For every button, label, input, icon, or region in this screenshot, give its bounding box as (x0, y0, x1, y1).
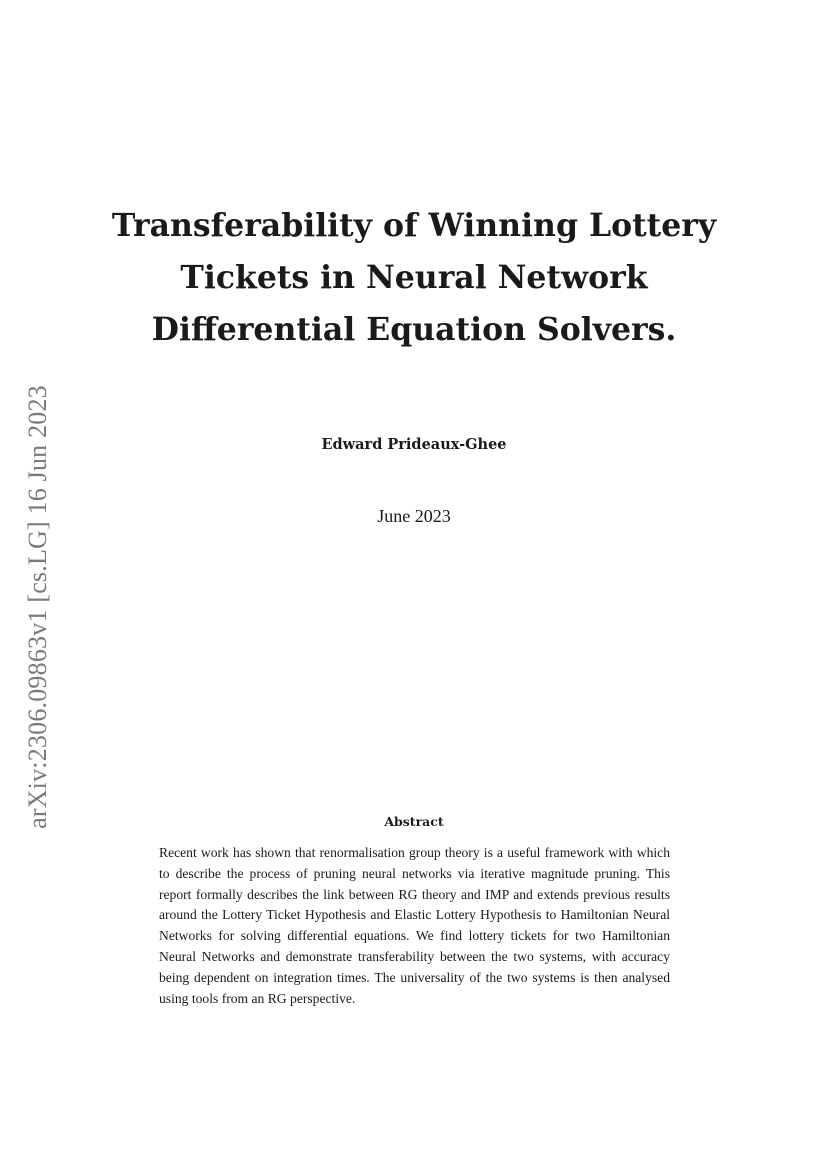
abstract-text: Recent work has shown that renormalisation group theory is a useful framework with which to describe the process of pruning neural networks via iterative magnitude pruning. This report formally describes the link between RG theory and IMP and extends previous results around the Lottery Ticket Hypothesis and Elastic Lottery Hypothesis to Hamiltonian Neural Networks for solving differential equations. We find lottery tickets for two Hamiltonian Neural Networks and demonstrate transferability between the two systems, with accuracy being dependent on integration times. The universality of the two systems is then analysed using tools from an RG perspective. (159, 845, 670, 1006)
title-line: Differential Equation Solvers. (151, 311, 677, 348)
publication-date: June 2023 (377, 506, 451, 526)
title-line: Transferability of Winning Lottery (111, 207, 717, 244)
title-line: Tickets in Neural Network (180, 259, 648, 296)
author-name: Edward Prideaux-Ghee (321, 436, 507, 453)
paper-title (100, 200, 728, 356)
arxiv-identifier-stamp: arXiv:2306.09863v1 [cs.LG] 16 Jun 2023 (23, 385, 52, 829)
abstract-heading: Abstract (384, 814, 444, 829)
